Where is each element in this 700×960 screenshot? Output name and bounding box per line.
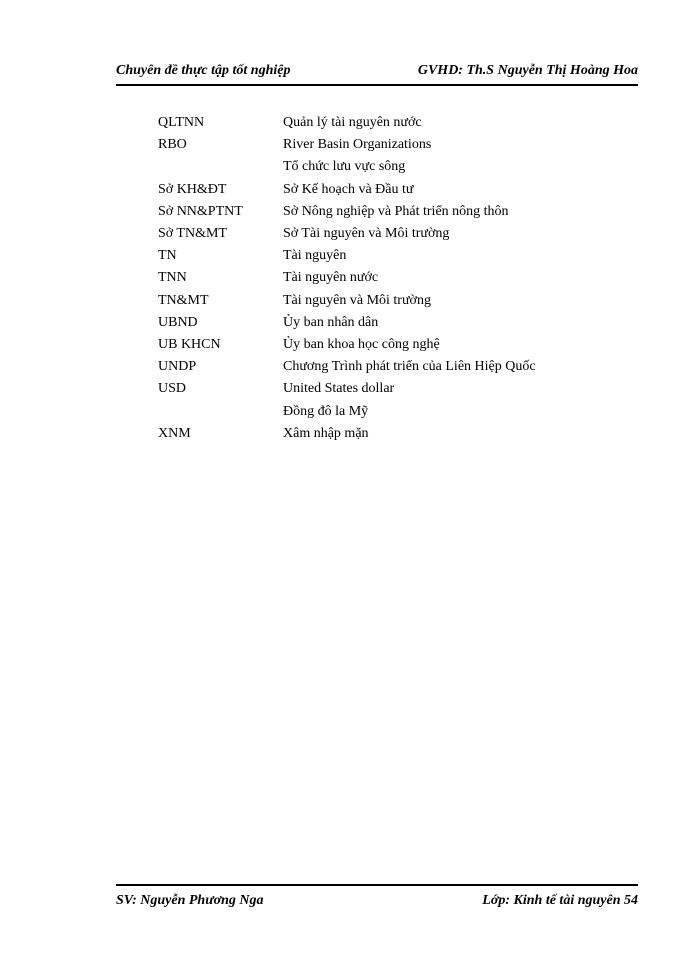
abbreviation-row	[158, 378, 598, 400]
abbreviation-row	[158, 356, 598, 378]
abbreviation-key: TN	[158, 248, 177, 264]
abbreviation-row	[158, 223, 598, 245]
footer-student-name: SV: Nguyễn Phương Nga	[116, 893, 264, 908]
abbreviation-row	[158, 423, 598, 445]
abbreviation-definition: Ủy ban nhân dân	[283, 314, 379, 330]
abbreviation-row	[158, 400, 598, 422]
abbreviation-definition: Sở Tài nguyên và Môi trường	[283, 226, 450, 242]
abbreviation-key: Sở NN&PTNT	[158, 203, 243, 219]
abbreviation-key: Sở TN&MT	[158, 226, 227, 242]
footer-class: Lớp: Kinh tế tài nguyên 54	[482, 893, 638, 908]
abbreviation-key: XNM	[158, 425, 191, 441]
abbreviation-definition: Quản lý tài nguyên nước	[283, 115, 422, 131]
abbreviation-row	[158, 312, 598, 334]
abbreviation-definition: Tổ chức lưu vực sông	[283, 159, 406, 175]
abbreviation-definition: Tài nguyên và Môi trường	[283, 292, 431, 308]
abbreviation-row	[158, 201, 598, 223]
abbreviation-definition: Xâm nhập mặn	[283, 425, 369, 441]
abbreviation-row	[158, 290, 598, 312]
abbreviation-key: Sở KH&ĐT	[158, 181, 227, 197]
abbreviation-key: UB KHCN	[158, 336, 221, 352]
abbreviation-key: UNDP	[158, 359, 197, 375]
page-header	[116, 62, 638, 86]
abbreviation-definition: Ủy ban khoa học công nghệ	[283, 336, 440, 352]
abbreviation-definition: River Basin Organizations	[283, 137, 432, 153]
abbreviation-row	[158, 179, 598, 201]
page-footer	[116, 884, 638, 910]
abbreviation-definition: Đồng đô la Mỹ	[283, 403, 369, 419]
abbreviation-definition: Chương Trình phát triển của Liên Hiệp Quốc	[283, 359, 536, 375]
abbreviation-key: RBO	[158, 137, 187, 153]
abbreviation-list	[158, 112, 598, 445]
abbreviation-definition: United States dollar	[283, 381, 395, 397]
abbreviation-definition: Sở Kế hoạch và Đầu tư	[283, 181, 414, 197]
abbreviation-row	[158, 134, 598, 156]
abbreviation-key: TN&MT	[158, 292, 209, 308]
abbreviation-row	[158, 156, 598, 178]
header-supervisor: GVHD: Th.S Nguyễn Thị Hoàng Hoa	[417, 63, 638, 78]
abbreviation-row	[158, 245, 598, 267]
abbreviation-key: TNN	[158, 270, 187, 286]
abbreviation-row	[158, 334, 598, 356]
abbreviation-row	[158, 267, 598, 289]
abbreviation-definition: Sở Nông nghiệp và Phát triển nông thôn	[283, 203, 509, 219]
abbreviation-definition: Tài nguyên	[283, 248, 347, 264]
header-document-title: Chuyên đề thực tập tốt nghiệp	[116, 63, 291, 78]
abbreviation-definition: Tài nguyên nước	[283, 270, 379, 286]
abbreviation-key: QLTNN	[158, 115, 205, 131]
abbreviation-row	[158, 112, 598, 134]
abbreviation-key: UBND	[158, 314, 198, 330]
abbreviation-key: USD	[158, 381, 187, 397]
